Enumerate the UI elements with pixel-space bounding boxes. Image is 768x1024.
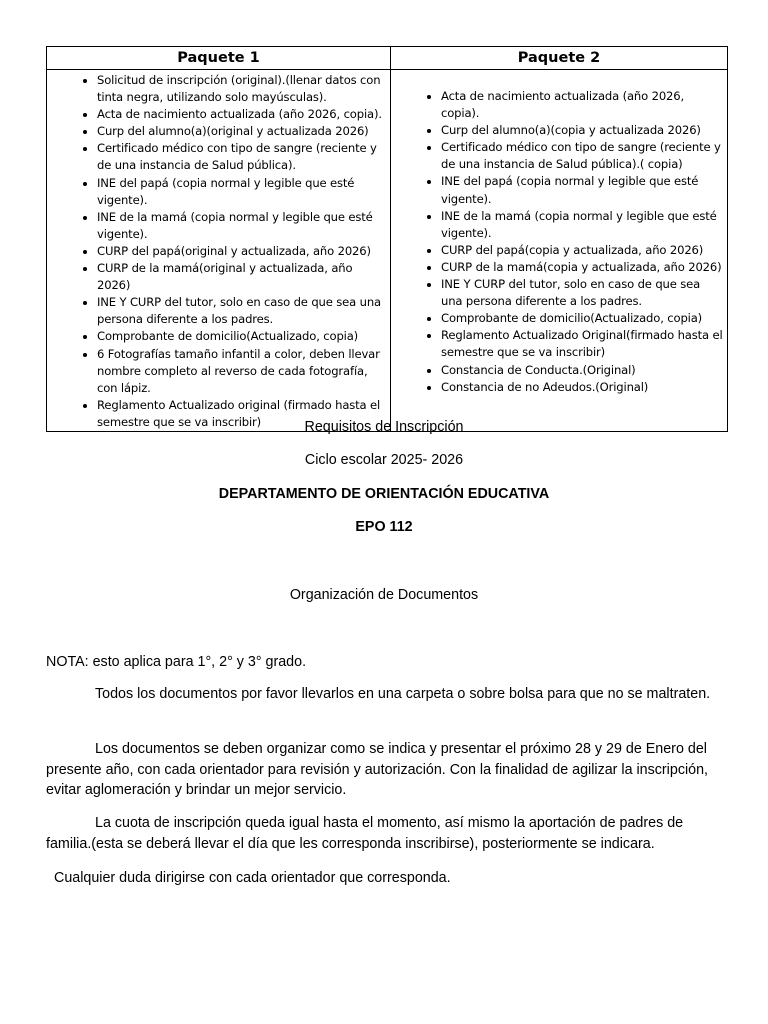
list-item: • Comprobante de domicilio(Actualizado, copia) — [97, 328, 386, 345]
package-2-list — [391, 70, 727, 396]
list-item: • CURP de la mamá(original y actualizada, año 2026) — [97, 260, 386, 294]
paragraph-carpeta: Todos los documentos por favor llevarlos en una carpeta o sobre bolsa para que no se maltraten. — [95, 686, 711, 702]
list-item: • INE Y CURP del tutor, solo en caso de que sea una persona diferente a los padres. — [97, 294, 386, 328]
list-item: • CURP del papá(original y actualizada, año 2026) — [97, 243, 386, 260]
list-item: • 6 Fotografías tamaño infantil a color, deben llevar nombre completo al reverso de cada fotografía, con lápiz. — [97, 346, 386, 397]
list-item: • Acta de nacimiento actualizada (año 2026, copia). — [441, 88, 723, 122]
school-name: EPO 112 — [355, 519, 413, 535]
list-item: • CURP del papá(copia y actualizada, año 2026) — [441, 242, 723, 259]
package-1-list — [47, 70, 390, 431]
packages-table — [46, 46, 728, 432]
list-item: • Curp del alumno(a)(copia y actualizada 2026) — [441, 122, 723, 139]
list-item: • INE de la mamá (copia normal y legible que esté vigente). — [441, 208, 723, 242]
list-item: • INE del papá (copia normal y legible que esté vigente). — [441, 173, 723, 207]
list-item: • Curp del alumno(a)(original y actualizada 2026) — [97, 123, 386, 140]
list-item: • Acta de nacimiento actualizada (año 2026, copia). — [97, 106, 386, 123]
package-1-cell — [47, 70, 391, 432]
list-item: • Comprobante de domicilio(Actualizado, copia) — [441, 310, 723, 327]
list-item: • Reglamento Actualizado original (firmado hasta el semestre que se va inscribir) — [97, 397, 386, 431]
package-2-cell — [391, 70, 728, 432]
paragraph-organizar: Los documentos se deben organizar como se indica y presentar el próximo 28 y 29 de Enero del presente año, con cada orientador para revisión y autorización. Con la finalidad de agilizar la inscripción, evitar aglomeración y brindar un mejor servicio. — [46, 741, 709, 798]
list-item: • Reglamento Actualizado Original(firmado hasta el semestre que se va inscribir) — [441, 327, 723, 361]
department-title: DEPARTAMENTO DE ORIENTACIÓN EDUCATIVA — [218, 486, 550, 502]
list-item: • INE Y CURP del tutor, solo en caso de que sea una persona diferente a los padres. — [441, 276, 723, 310]
header-paquete-2: Paquete 2 — [391, 47, 728, 70]
requisitos-title: Requisitos de Inscripción — [304, 419, 464, 435]
list-item: • INE del papá (copia normal y legible que esté vigente). — [97, 175, 386, 209]
list-item: • Solicitud de inscripción (original).(llenar datos con tinta negra, utilizando solo mayúsculas). — [97, 72, 386, 106]
list-item: • CURP de la mamá(copia y actualizada, año 2026) — [441, 259, 723, 276]
paragraph-cuota: La cuota de inscripción queda igual hasta el momento, así mismo la aportación de padres de familia.(esta se deberá llevar el día que les corresponda inscribirse), posteriormente se indicara. — [46, 815, 684, 852]
list-item: • Constancia de Conducta.(Original) — [441, 362, 723, 379]
organizacion-title: Organización de Documentos — [289, 587, 479, 603]
nota-text: NOTA: esto aplica para 1°, 2° y 3° grado. — [46, 654, 307, 670]
header-paquete-1: Paquete 1 — [47, 47, 391, 70]
table-header-row — [47, 47, 728, 70]
paragraph-dudas: Cualquier duda dirigirse con cada orientador que corresponda. — [54, 870, 451, 886]
list-item: • Certificado médico con tipo de sangre (reciente y de una instancia de Salud pública).( copia) — [441, 139, 723, 173]
list-item: • Constancia de no Adeudos.(Original) — [441, 379, 723, 396]
ciclo-escolar: Ciclo escolar 2025- 2026 — [304, 452, 464, 468]
table-row — [47, 70, 728, 432]
list-item: • Certificado médico con tipo de sangre (reciente y de una instancia de Salud pública). — [97, 140, 386, 174]
list-item: • INE de la mamá (copia normal y legible que esté vigente). — [97, 209, 386, 243]
